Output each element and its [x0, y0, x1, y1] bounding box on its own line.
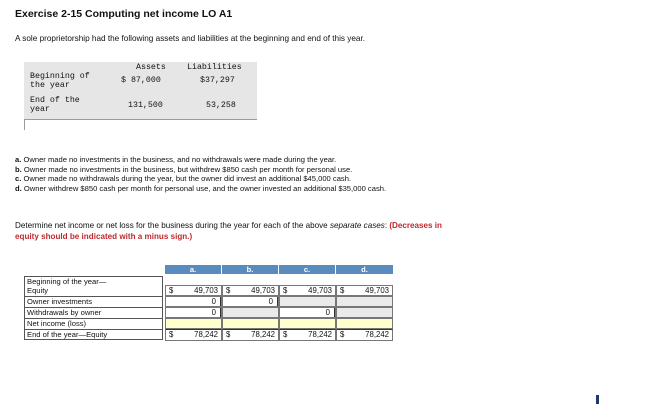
case-c: c. Owner made no withdrawals during the year, but the owner did invest an additional $45,000 cash.: [15, 174, 352, 184]
end-equity-d: $ 78,242: [336, 329, 393, 341]
beginning-liabilities: $37,297: [200, 76, 235, 85]
end-equity-b: $ 78,242: [222, 329, 279, 341]
case-b: b. Owner made no investments in the business, but withdrew $850 cash per month for personal use.: [15, 164, 353, 174]
scrollbar-marker[interactable]: [596, 395, 599, 404]
row-label-withdrawals: Withdrawals by owner: [24, 307, 163, 318]
end-liabilities: 53,258: [206, 101, 236, 110]
owner-investments-b: 0: [222, 296, 279, 307]
column-header-d: d.: [336, 265, 393, 274]
assets-header: Assets: [136, 63, 166, 72]
column-header-b: b.: [222, 265, 278, 274]
owner-investments-d: [336, 296, 393, 307]
row-beginning-label: Beginning of the year: [30, 72, 90, 90]
end-equity-c: $ 78,242: [279, 329, 336, 341]
beginning-equity-d: $ 49,703: [336, 285, 393, 296]
divider: [24, 119, 257, 120]
column-header-c: c.: [279, 265, 335, 274]
liabilities-header: Liabilities: [187, 63, 242, 72]
withdrawals-b: [222, 307, 279, 318]
beginning-equity-b: $ 49,703: [222, 285, 279, 296]
case-d: d. Owner withdrew $850 cash per month for personal use, and the owner invested an additional $35,000 cash.: [15, 183, 387, 193]
owner-investments-c: [279, 296, 336, 307]
row-label-end-equity: End of the year—Equity: [24, 329, 163, 340]
withdrawals-c: 0: [279, 307, 336, 318]
instructions: Determine net income or net loss for the business during the year for each of the above separate cases: (Decreases in equity should be indicated with a minus sign.): [15, 221, 442, 241]
withdrawals-a: 0: [165, 307, 222, 318]
column-header-a: a.: [165, 265, 221, 274]
case-a: a. Owner made no investments in the business, and no withdrawals were made during the year.: [15, 155, 337, 164]
net-income-input-a[interactable]: [165, 318, 222, 329]
row-label-beginning-equity: Beginning of the year— Equity: [24, 276, 163, 296]
row-label-net-income: Net income (loss): [24, 318, 163, 329]
divider: [24, 119, 25, 130]
net-income-input-b[interactable]: [222, 318, 279, 329]
beginning-equity-a: $ 49,703: [165, 285, 222, 296]
exercise-intro: A sole proprietorship had the following assets and liabilities at the beginning and end of this year.: [15, 34, 366, 43]
exercise-title: Exercise 2-15 Computing net income LO A1: [15, 8, 233, 20]
end-equity-a: $ 78,242: [165, 329, 222, 341]
owner-investments-a: 0: [165, 296, 222, 307]
beginning-assets: $ 87,000: [121, 76, 161, 85]
net-income-input-d[interactable]: [336, 318, 393, 329]
row-label-owner-investments: Owner investments: [24, 296, 163, 307]
cases-list: [15, 155, 386, 193]
end-assets: 131,500: [128, 101, 163, 110]
beginning-equity-c: $ 49,703: [279, 285, 336, 296]
withdrawals-d: [336, 307, 393, 318]
net-income-input-c[interactable]: [279, 318, 336, 329]
row-end-label: End of the year: [30, 96, 80, 114]
